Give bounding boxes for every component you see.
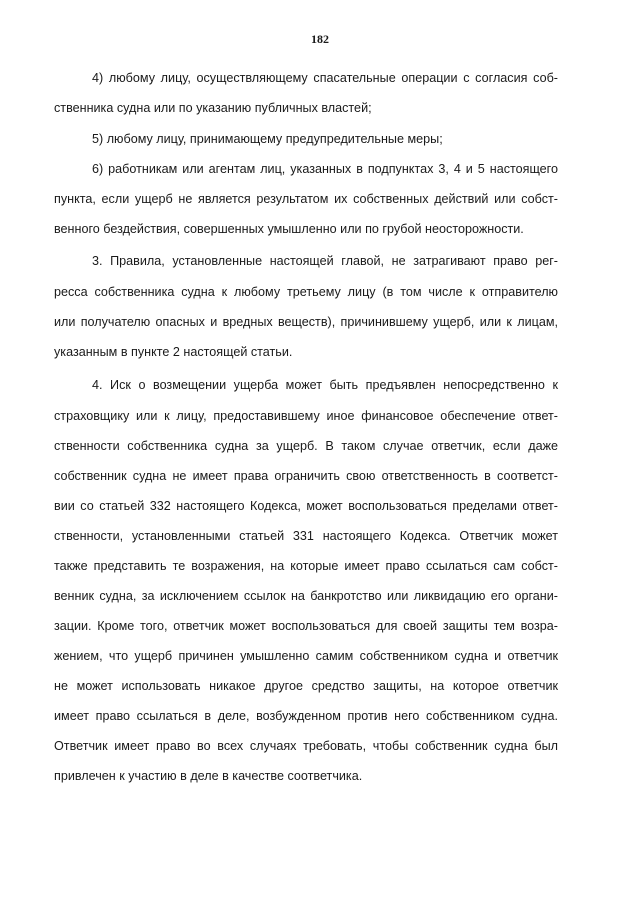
text-line: вии со статьей 332 настоящего Кодекса, может воспользоваться пределами ответ-: [54, 499, 558, 513]
text-line: 6) работникам или агентам лиц, указанных в подпунктах 3, 4 и 5 настоящего: [92, 162, 558, 176]
text-line: страховщику или к лицу, предоставившему иное финансовое обеспечение ответ-: [54, 409, 558, 423]
text-line: пункта, если ущерб не является результатом их собственных действий или собст-: [54, 192, 558, 206]
text-line: жением, что ущерб причинен умышленно самим собственником судна и ответчик: [54, 649, 558, 663]
text-line: венного бездействия, совершенных умышленно или по грубой неосторожности.: [54, 222, 524, 236]
text-line: ственности, установленными статьей 331 настоящего Кодекса. Ответчик может: [54, 529, 558, 543]
text-line: 3. Правила, установленные настоящей главой, не затрагивают право рег-: [92, 254, 558, 268]
text-line: ресса собственника судна к любому третьему лицу (в том числе к отправителю: [54, 285, 558, 299]
text-line: собственник судна не имеет права ограничить свою ответственность в соответст-: [54, 469, 558, 483]
text-line: ственности собственника судна за ущерб. В таком случае ответчик, если даже: [54, 439, 558, 453]
text-line: венник судна, за исключением ссылок на банкротство или ликвидацию его органи-: [54, 589, 558, 603]
text-line: указанным в пункте 2 настоящей статьи.: [54, 345, 293, 359]
text-line: также представить те возражения, на которые имеет право ссылаться сам собст-: [54, 559, 558, 573]
page-number: 182: [311, 32, 329, 46]
text-line: 5) любому лицу, принимающему предупредительные меры;: [92, 132, 443, 146]
text-line: или получателю опасных и вредных веществ), причинившему ущерб, или к лицам,: [54, 315, 558, 329]
text-line: имеет право ссылаться в деле, возбужденном против него собственником судна.: [54, 709, 558, 723]
text-line: Ответчик имеет право во всех случаях требовать, чтобы собственник судна был: [54, 739, 558, 753]
text-line: 4. Иск о возмещении ущерба может быть предъявлен непосредственно к: [92, 378, 558, 392]
text-line: привлечен к участию в деле в качестве соответчика.: [54, 769, 363, 783]
text-line: ственника судна или по указанию публичных властей;: [54, 101, 372, 115]
text-line: не может использовать никакое другое средство защиты, на которое ответчик: [54, 679, 558, 693]
text-line: зации. Кроме того, ответчик может воспользоваться для своей защиты тем возра-: [54, 619, 558, 633]
text-line: 4) любому лицу, осуществляющему спасательные операции с согласия соб-: [92, 71, 558, 85]
